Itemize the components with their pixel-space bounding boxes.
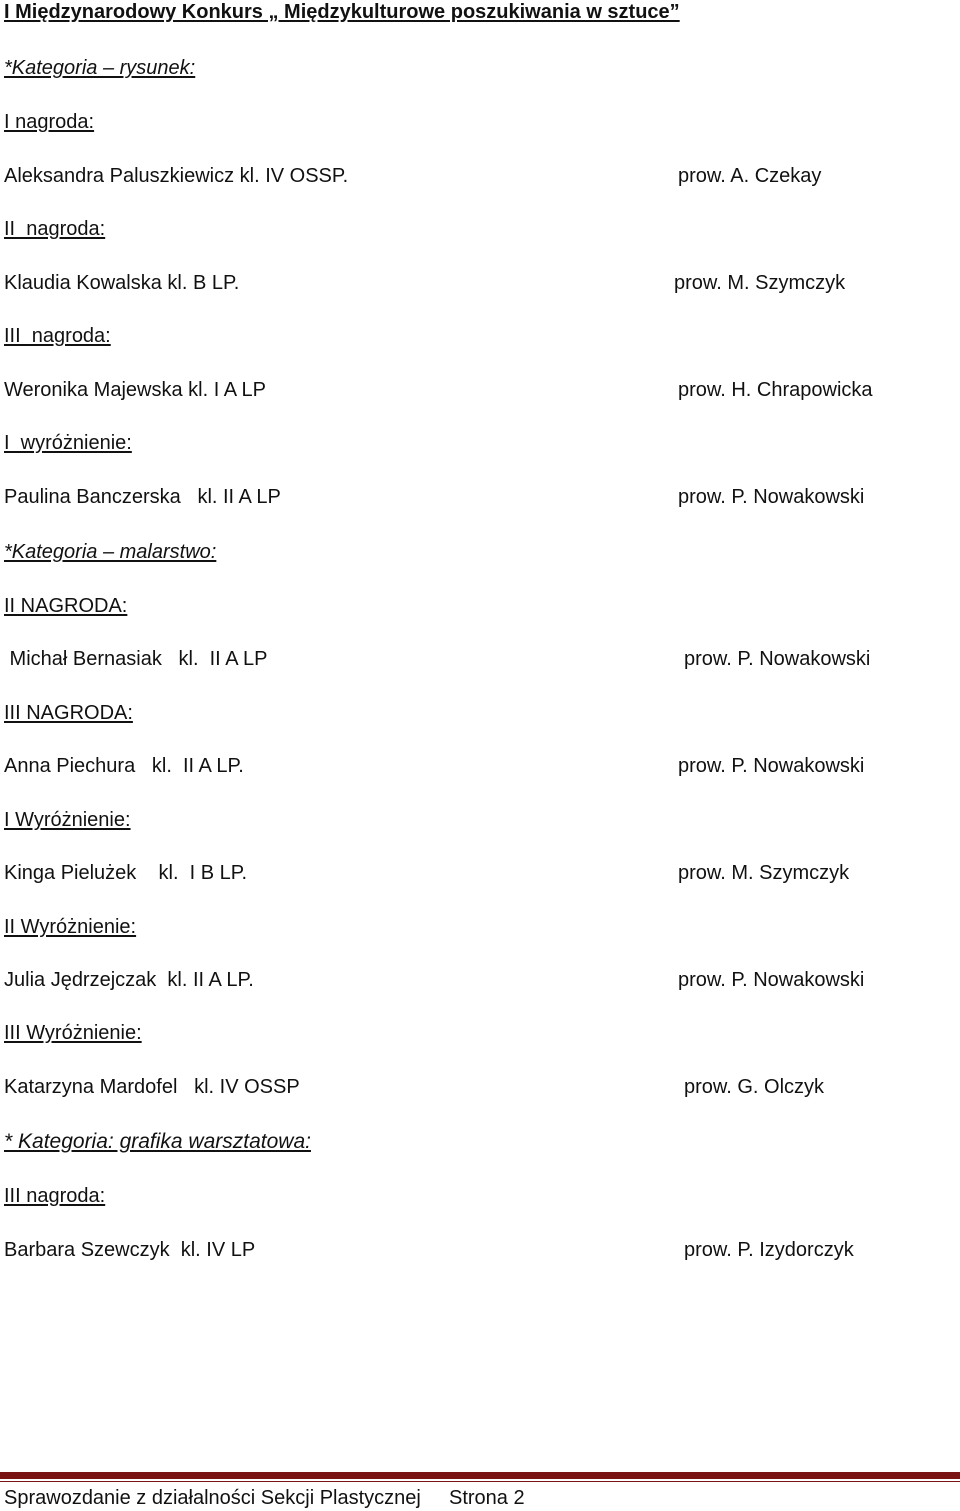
award-teacher: prow. P. Nowakowski [684,648,871,670]
award-label: II NAGRODA: [4,595,128,617]
section-heading-rysunek: *Kategoria – rysunek: [4,57,196,79]
award-teacher: prow. A. Czekay [678,165,822,187]
award-label: III Wyróżnienie: [4,1022,142,1044]
award-label: I wyróżnienie: [4,432,132,454]
section-heading-grafika: * Kategoria: grafika warsztatowa: [4,1130,311,1153]
award-label: II nagroda: [4,218,106,240]
section-heading-malarstwo: *Kategoria – malarstwo: [4,541,217,563]
award-student: Weronika Majewska kl. I A LP [4,379,266,401]
award-label: III nagroda: [4,1185,106,1207]
award-student: Julia Jędrzejczak kl. II A LP. [4,969,254,991]
footer-report-title: Sprawozdanie z działalności Sekcji Plastycznej [4,1487,421,1509]
award-teacher: prow. P. Nowakowski [678,486,865,508]
award-student: Aleksandra Paluszkiewicz kl. IV OSSP. [4,165,349,187]
award-teacher: prow. M. Szymczyk [678,862,850,884]
award-student: Michał Bernasiak kl. II A LP [4,648,268,670]
award-label: I Wyróżnienie: [4,809,131,831]
award-teacher: prow. P. Nowakowski [678,969,865,991]
award-student: Katarzyna Mardofel kl. IV OSSP [4,1076,300,1098]
award-student: Barbara Szewczyk kl. IV LP [4,1239,256,1261]
award-student: Kinga Pielużek kl. I B LP. [4,862,248,884]
award-student: Klaudia Kowalska kl. B LP. [4,272,240,294]
award-label: III nagroda: [4,325,111,347]
award-teacher: prow. M. Szymczyk [674,272,846,294]
footer-divider [0,1472,960,1479]
award-teacher: prow. P. Nowakowski [678,755,865,777]
award-teacher: prow. G. Olczyk [684,1076,825,1098]
document-title: I Międzynarodowy Konkurs „ Międzykulturowe poszukiwania w sztuce” [4,1,680,23]
footer-divider-thin [0,1481,960,1482]
award-label: III NAGRODA: [4,702,133,724]
award-label: I nagroda: [4,111,95,133]
footer-page-number: Strona 2 [449,1487,525,1509]
award-teacher: prow. P. Izydorczyk [684,1239,854,1261]
award-label: II Wyróżnienie: [4,916,137,938]
award-student: Paulina Banczerska kl. II A LP [4,486,281,508]
award-teacher: prow. H. Chrapowicka [678,379,873,401]
award-student: Anna Piechura kl. II A LP. [4,755,244,777]
